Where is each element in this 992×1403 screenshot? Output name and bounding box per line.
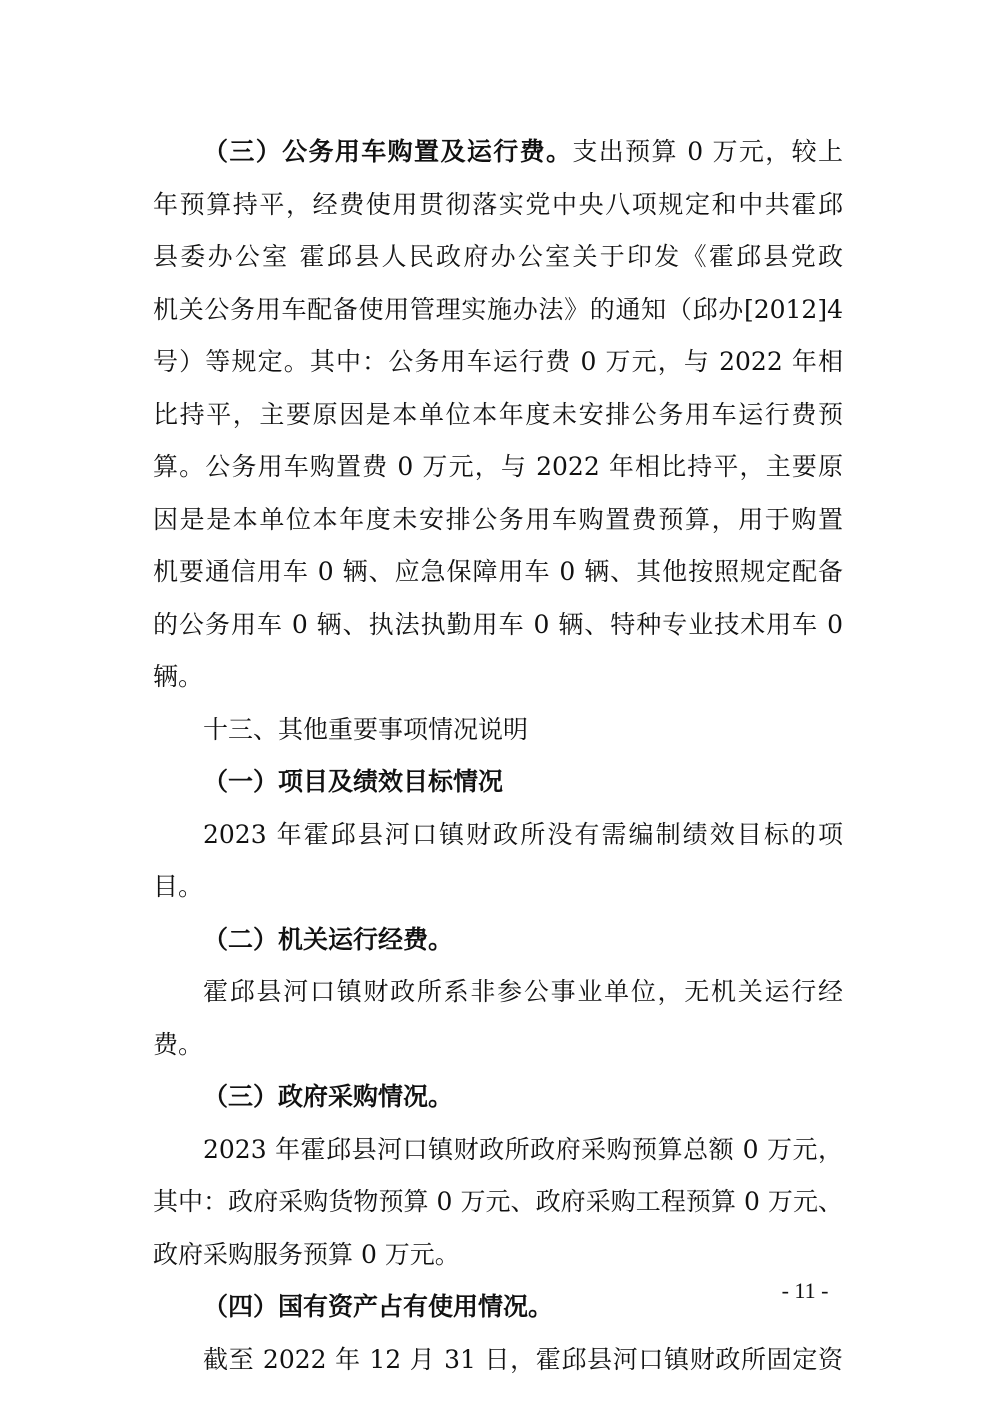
document-body <box>153 126 843 1386</box>
paragraph-line: 截至 2022 年 12 月 31 日，霍邱县河口镇财政所固定资 <box>203 1344 843 1374</box>
page-number: - 11 - <box>781 1278 829 1303</box>
paragraph-line: 年预算持平，经费使用贯彻落实党中央八项规定和中共霍邱 <box>153 189 843 219</box>
paragraph-line: 2023 年霍邱县河口镇财政所政府采购预算总额 0 万元， <box>203 1134 843 1164</box>
paragraph-line: 机要通信用车 0 辆、应急保障用车 0 辆、其他按照规定配备 <box>153 557 843 586</box>
paragraph-line: 霍邱县河口镇财政所系非参公事业单位，无机关运行经 <box>203 977 843 1006</box>
section-13-heading: 十三、其他重要事项情况说明 <box>203 714 529 744</box>
subsection-heading-3: （三）政府采购情况。 <box>203 1082 454 1111</box>
paragraph-line: 2023 年霍邱县河口镇财政所没有需编制绩效目标的项 <box>203 819 843 849</box>
paragraph-line: 算。公务用车购置费 0 万元，与 2022 年相比持平，主要原 <box>153 452 843 481</box>
subsection-heading-2: （二）机关运行经费。 <box>203 924 454 954</box>
paragraph-line: 号）等规定。其中：公务用车运行费 0 万元，与 2022 年相 <box>153 347 843 376</box>
paragraph-line: 县委办公室 霍邱县人民政府办公室关于印发《霍邱县党政 <box>153 242 843 271</box>
paragraph-line: 辆。 <box>153 662 204 691</box>
subsection-heading-1: （一）项目及绩效目标情况 <box>203 767 504 796</box>
paragraph-line: 目。 <box>153 872 204 901</box>
body-text: 支出预算 0 万元，较上 <box>572 137 843 166</box>
paragraph-line: 的公务用车 0 辆、执法执勤用车 0 辆、特种专业技术用车 0 <box>153 609 843 639</box>
section-heading: （三）公务用车购置及运行费。 <box>203 137 573 166</box>
paragraph-line: 因是是本单位本年度未安排公务用车购置费预算，用于购置 <box>153 504 843 534</box>
paragraph-line: 费。 <box>153 1029 204 1059</box>
paragraph-line: 政府采购服务预算 0 万元。 <box>153 1239 460 1269</box>
paragraph-line: 机关公务用车配备使用管理实施办法》的通知（邱办[2012]4 <box>153 294 843 324</box>
subsection-heading-4: （四）国有资产占有使用情况。 <box>203 1292 554 1321</box>
paragraph-line: 比持平，主要原因是本单位本年度未安排公务用车运行费预 <box>153 399 843 429</box>
paragraph-line <box>153 126 843 179</box>
paragraph-line: 其中：政府采购货物预算 0 万元、政府采购工程预算 0 万元、 <box>153 1187 843 1216</box>
